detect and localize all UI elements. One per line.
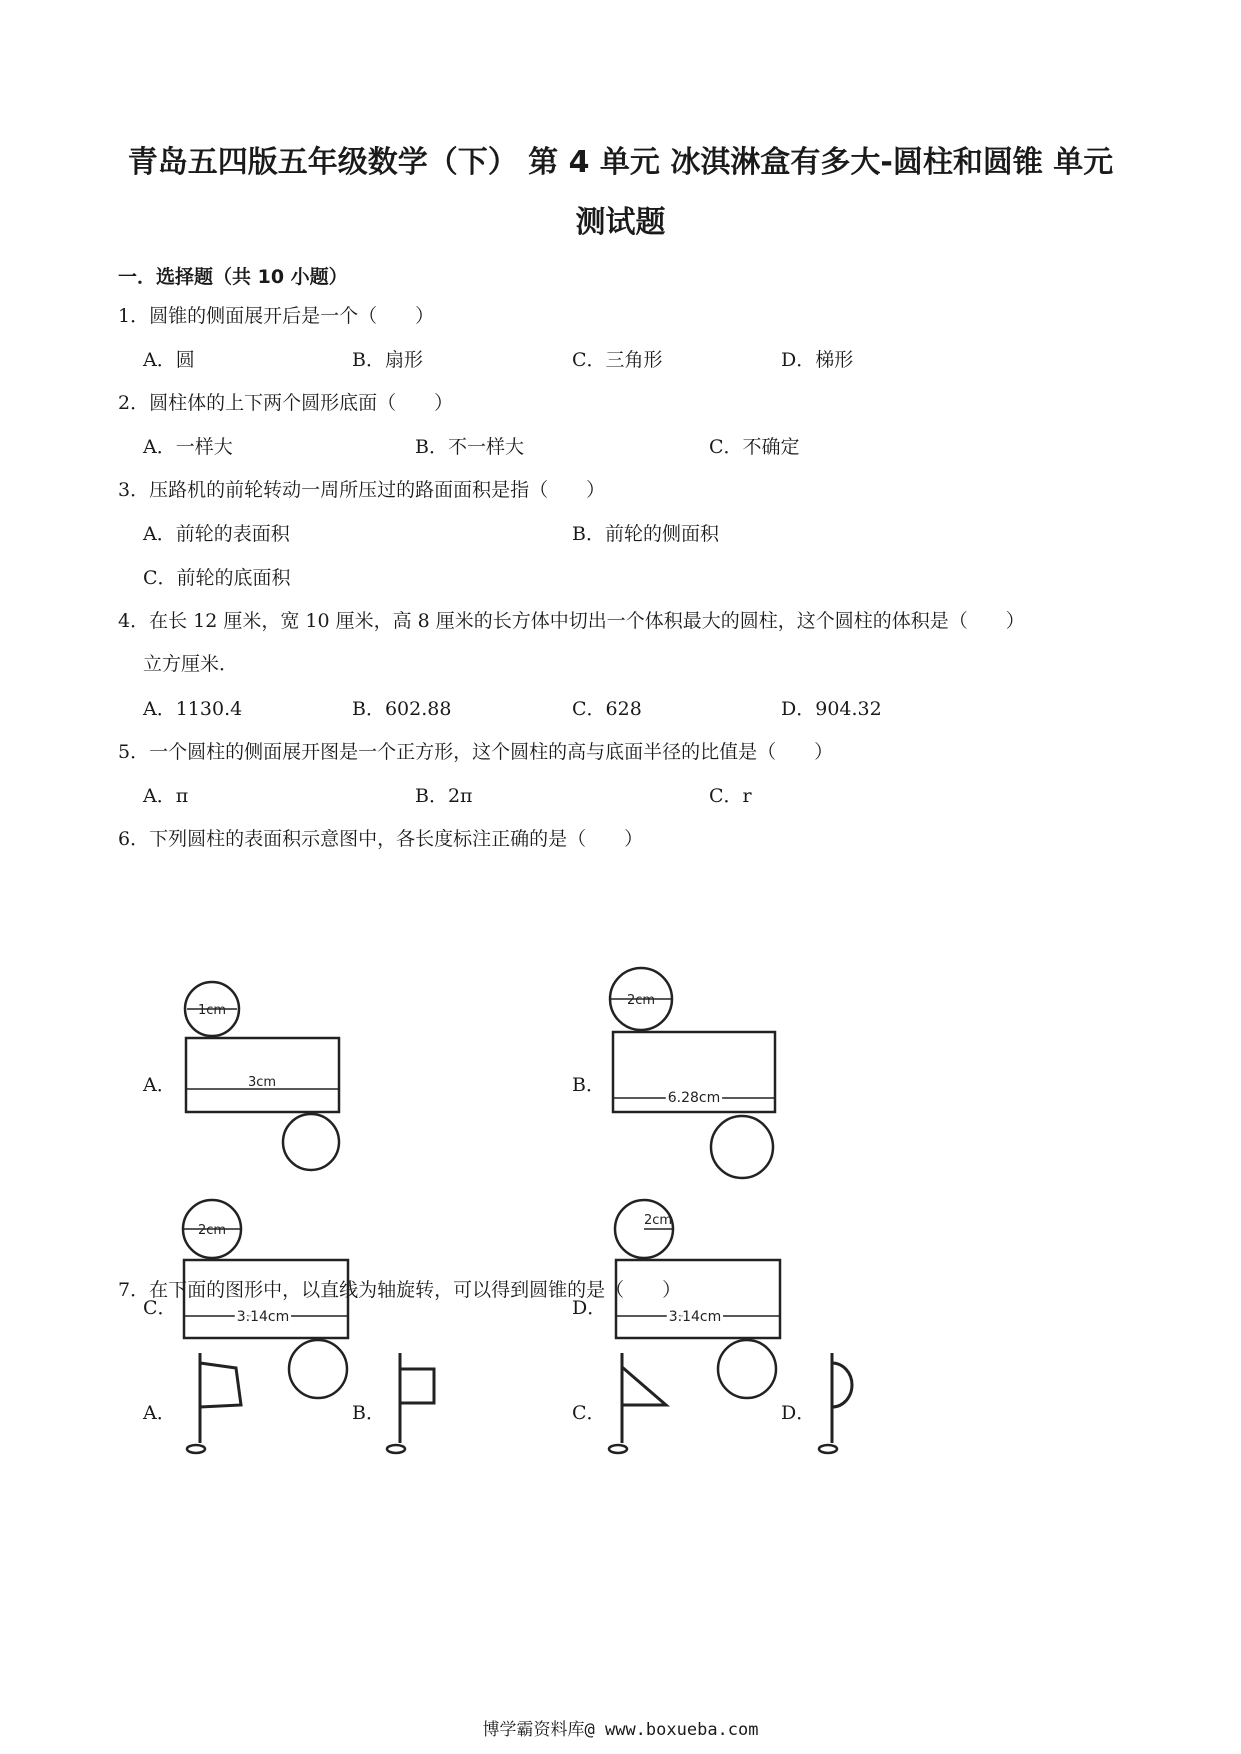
q1-option-a[interactable]: A．圆: [143, 349, 195, 371]
q1-option-c[interactable]: C．三角形: [572, 349, 663, 371]
q7-option-c[interactable]: C．: [572, 1402, 606, 1424]
q7-option-d[interactable]: D．: [781, 1402, 816, 1424]
q2-option-a[interactable]: A．一样大: [143, 436, 233, 458]
q5-option-a[interactable]: A．π: [143, 785, 189, 807]
q7-figure-c-triangle: [600, 1345, 680, 1460]
question-1: 1．圆锥的侧面展开后是一个（ ）: [118, 305, 435, 327]
q7-option-b[interactable]: B．: [352, 1402, 385, 1424]
q3-option-a[interactable]: A．前轮的表面积: [143, 523, 290, 545]
q6a-circle-label: 1cm: [197, 1003, 227, 1018]
section-heading: 一．选择题（共 10 小题）: [118, 266, 348, 288]
question-5: 5．一个圆柱的侧面展开图是一个正方形，这个圆柱的高与底面半径的比值是（ ）: [118, 741, 834, 763]
q6-option-c[interactable]: C．: [143, 1297, 177, 1319]
page-title-line2: 测试题: [575, 205, 666, 240]
q6a-bottom-circle: [283, 1114, 339, 1170]
q4-option-d[interactable]: D．904.32: [781, 698, 882, 720]
q5-option-c[interactable]: C．r: [709, 785, 752, 807]
q6b-circle-label: 2cm: [626, 993, 656, 1008]
q7-figure-b-square: [380, 1345, 450, 1460]
q6-option-d[interactable]: D．: [572, 1297, 607, 1319]
q2-option-b[interactable]: B．不一样大: [415, 436, 524, 458]
q6-figure-a: [180, 975, 350, 1175]
q7-figure-a-trapezoid: [180, 1345, 250, 1460]
question-4: 4．在长 12 厘米，宽 10 厘米，高 8 厘米的长方体中切出一个体积最大的圆柱，这个圆柱的体积是（ ）: [118, 610, 1025, 632]
q6c-rect-label: 3.14cm: [236, 1309, 290, 1325]
q6d-circle-label: 2cm: [643, 1213, 673, 1228]
question-2: 2．圆柱体的上下两个圆形底面（ ）: [118, 392, 454, 414]
q6-figure-b: [605, 965, 785, 1185]
q5-option-b[interactable]: B．2π: [415, 785, 473, 807]
q3-option-c[interactable]: C．前轮的底面积: [143, 567, 291, 589]
page-footer: 博学霸资料库@ www.boxueba.com: [482, 1720, 759, 1740]
q6-option-b[interactable]: B．: [572, 1074, 605, 1096]
q6c-bottom-circle: [289, 1340, 347, 1398]
q7-figure-d-semicircle: [810, 1345, 870, 1460]
question-7: 7．在下面的图形中，以直线为轴旋转，可以得到圆锥的是（ ）: [118, 1279, 682, 1301]
q6b-bottom-circle: [711, 1116, 773, 1178]
question-6: 6．下列圆柱的表面积示意图中，各长度标注正确的是（ ）: [118, 828, 644, 850]
q6c-circle-label: 2cm: [197, 1223, 227, 1238]
page-title-line1: 青岛五四版五年级数学（下） 第 4 单元 冰淇淋盒有多大-圆柱和圆锥 单元: [127, 145, 1114, 180]
q4-option-b[interactable]: B．602.88: [352, 698, 452, 720]
q7-option-a[interactable]: A．: [143, 1402, 176, 1424]
q2-option-c[interactable]: C．不确定: [709, 436, 800, 458]
q4-option-c[interactable]: C．628: [572, 698, 642, 720]
q6d-bottom-circle: [718, 1340, 776, 1398]
question-4-continued: 立方厘米．: [143, 653, 239, 675]
question-3: 3．压路机的前轮转动一周所压过的路面面积是指（ ）: [118, 479, 606, 501]
q6b-rect-label: 6.28cm: [667, 1090, 721, 1106]
q6a-rect-label: 3cm: [247, 1075, 277, 1090]
q6d-rect-label: 3.14cm: [668, 1309, 722, 1325]
q1-option-b[interactable]: B．扇形: [352, 349, 423, 371]
q1-option-d[interactable]: D．梯形: [781, 349, 854, 371]
q4-option-a[interactable]: A．1130.4: [143, 698, 243, 720]
q3-option-b[interactable]: B．前轮的侧面积: [572, 523, 719, 545]
q6-option-a[interactable]: A．: [143, 1074, 176, 1096]
